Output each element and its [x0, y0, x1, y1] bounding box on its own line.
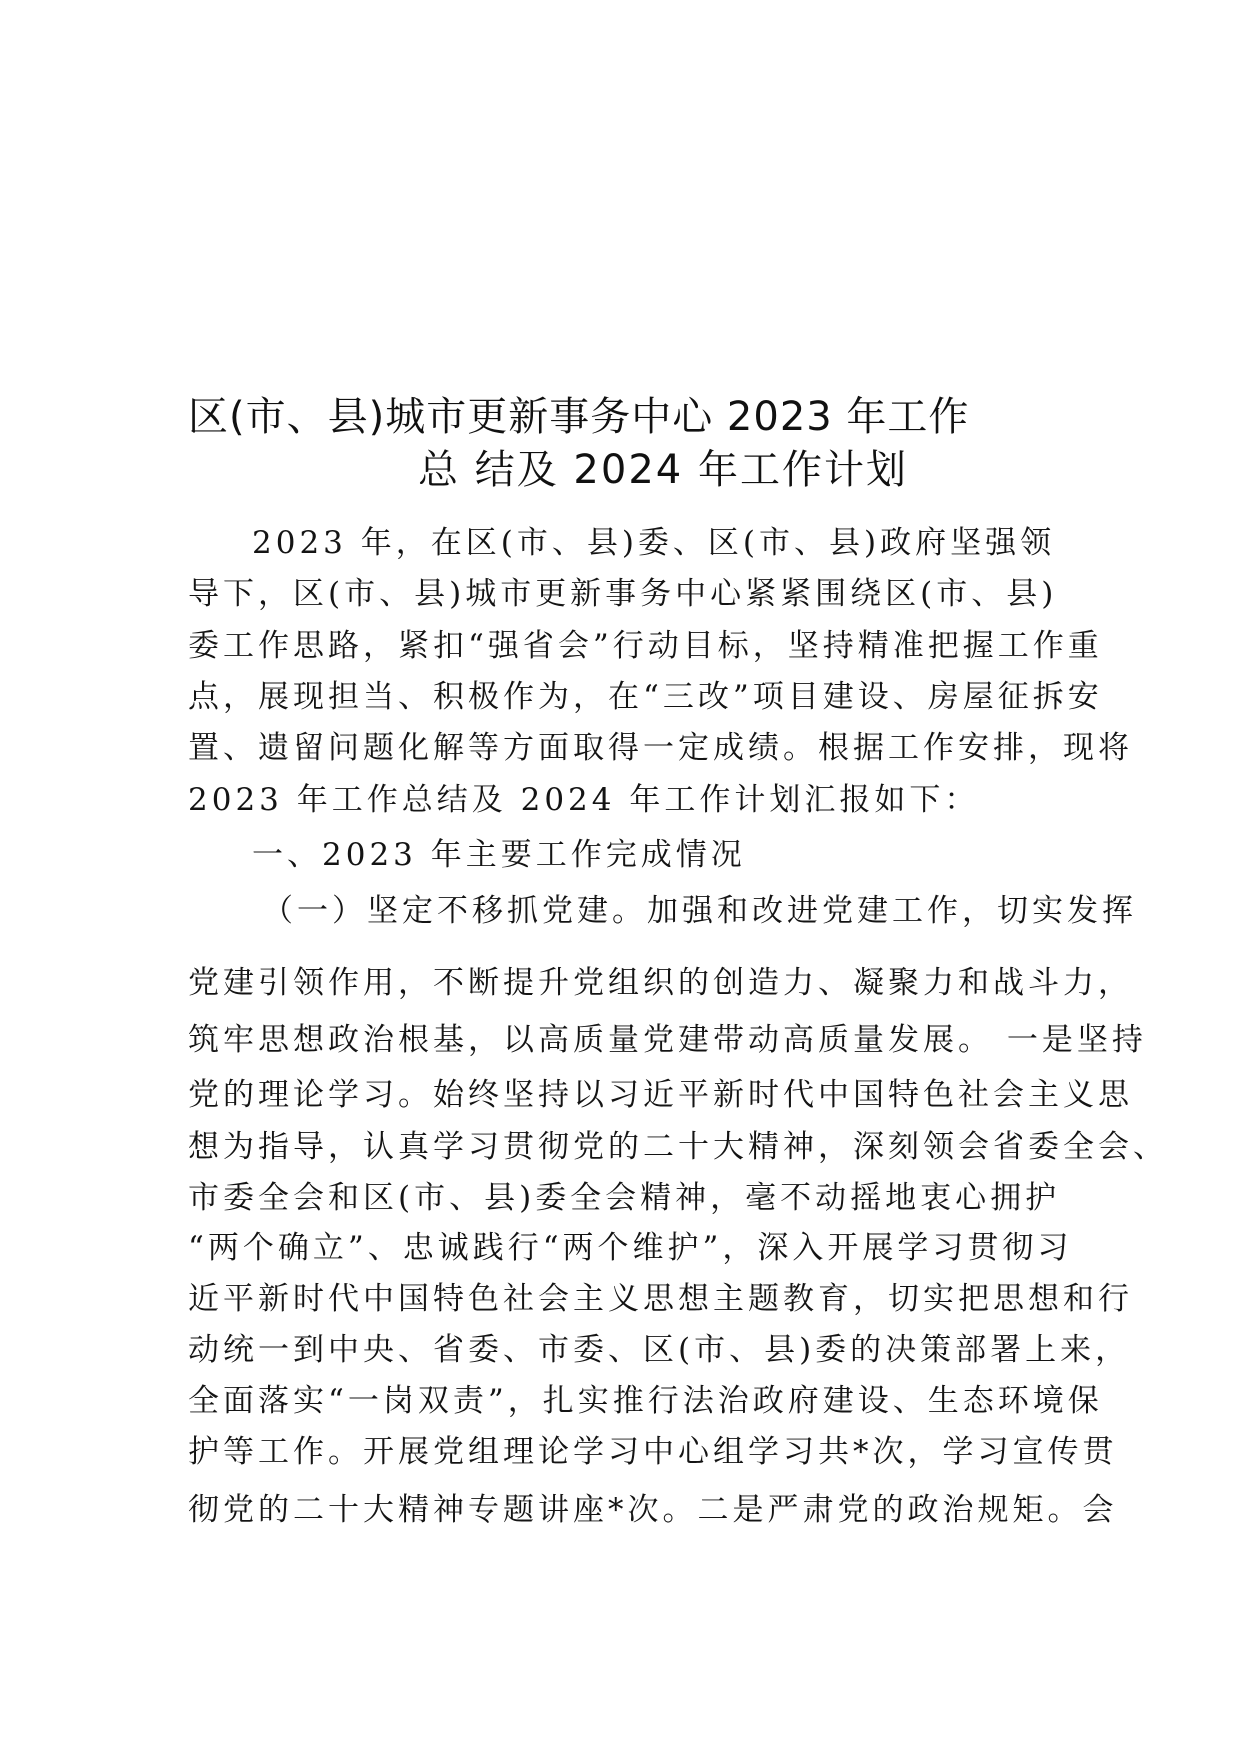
paragraph-line: 置、遗留问题化解等方面取得一定成绩。根据工作安排，现将 — [188, 730, 1133, 766]
paragraph-line: 导下，区(市、县)城市更新事务中心紧紧围绕区(市、县) — [188, 576, 1058, 612]
paragraph-line: 筑牢思想政治根基，以高质量党建带动高质量发展。 一是坚持 — [188, 1022, 1147, 1058]
paragraph-line: 党建引领作用，不断提升党组织的创造力、凝聚力和战斗力， — [188, 965, 1133, 1001]
paragraph-line: 2023 年工作总结及 2024 年工作计划汇报如下： — [188, 782, 980, 818]
paragraph-line: 彻党的二十大精神专题讲座*次。二是严肃党的政治规矩。会 — [188, 1492, 1118, 1528]
paragraph-line: 点，展现担当、积极作为，在“三改”项目建设、房屋征拆安 — [188, 679, 1103, 715]
paragraph-line: 护等工作。开展党组理论学习中心组学习共*次，学习宣传贯 — [188, 1434, 1118, 1470]
document-title-line-1: 区(市、县)城市更新事务中心 2023 年工作 — [188, 394, 970, 440]
paragraph-line: 动统一到中央、省委、市委、区(市、县)委的决策部署上来， — [188, 1332, 1131, 1368]
paragraph-line: 2023 年，在区(市、县)委、区(市、县)政府坚强领 — [252, 525, 1056, 561]
paragraph-line: 党的理论学习。始终坚持以习近平新时代中国特色社会主义思 — [188, 1077, 1133, 1113]
paragraph-line: 委工作思路，紧扣“强省会”行动目标，坚持精准把握工作重 — [188, 628, 1103, 664]
paragraph-line: 市委全会和区(市、县)委全会精神，毫不动摇地衷心拥护 — [188, 1180, 1061, 1216]
paragraph-line: “两个确立”、忠诚践行“两个维护”，深入开展学习贯彻习 — [188, 1230, 1073, 1266]
document-title-line-2: 总 结及 2024 年工作计划 — [418, 447, 908, 493]
paragraph-line: 全面落实“一岗双责”，扎实推行法治政府建设、生态环境保 — [188, 1383, 1103, 1419]
paragraph-line: 近平新时代中国特色社会主义思想主题教育，切实把思想和行 — [188, 1281, 1133, 1317]
section-heading: 一、2023 年主要工作完成情况 — [252, 837, 746, 873]
paragraph-line: 想为指导，认真学习贯彻党的二十大精神，深刻领会省委全会、 — [188, 1129, 1168, 1165]
subsection-heading: （一）坚定不移抓党建。加强和改进党建工作，切实发挥 — [262, 893, 1137, 929]
